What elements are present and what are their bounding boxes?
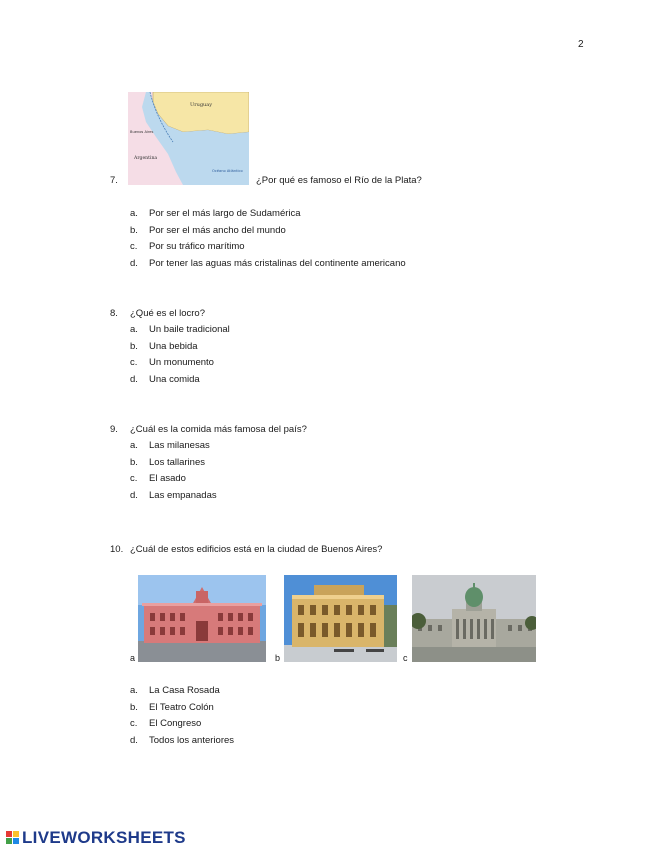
- option[interactable]: [130, 258, 406, 275]
- option[interactable]: [130, 357, 230, 374]
- question-10-options: [130, 685, 234, 751]
- option[interactable]: [130, 735, 234, 752]
- option-letter: d.: [130, 489, 138, 501]
- option-text: Las empanadas: [149, 489, 217, 501]
- option-letter: a.: [130, 440, 138, 451]
- option[interactable]: [130, 208, 406, 225]
- congreso-photo: [412, 575, 536, 662]
- map-label-ocean: Océano Atlántico: [212, 169, 243, 173]
- option-letter: b.: [130, 224, 138, 236]
- option-letter: c.: [130, 357, 138, 368]
- question-7-text: ¿Por qué es famoso el Río de la Plata?: [256, 175, 422, 186]
- option-letter: a.: [130, 208, 138, 219]
- option-text: Por ser el más largo de Sudamérica: [149, 208, 301, 219]
- option-text: Los tallarines: [149, 456, 205, 468]
- option-text: Por ser el más ancho del mundo: [149, 224, 286, 236]
- option-text: Una comida: [149, 373, 200, 385]
- question-8-number: 8.: [110, 308, 118, 319]
- option-letter: c.: [130, 241, 138, 252]
- photo-label-a: a: [130, 653, 136, 663]
- option-text: El asado: [149, 473, 186, 484]
- question-9-text: ¿Cuál es la comida más famosa del país?: [130, 424, 307, 435]
- option[interactable]: [130, 440, 217, 457]
- option-text: Por tener las aguas más cristalinas del continente americano: [149, 257, 406, 269]
- option[interactable]: [130, 374, 230, 391]
- question-8: [110, 308, 205, 319]
- option-letter: b.: [130, 701, 138, 713]
- question-7-options: [130, 208, 406, 274]
- casa-rosada-photo: [138, 575, 266, 662]
- option-text: Una bebida: [149, 340, 198, 352]
- option[interactable]: [130, 225, 406, 242]
- option[interactable]: [130, 718, 234, 735]
- option[interactable]: [130, 473, 217, 490]
- teatro-colon-photo: [284, 575, 397, 662]
- option-text: Un baile tradicional: [149, 324, 230, 335]
- option-letter: c.: [130, 718, 138, 729]
- option[interactable]: [130, 341, 230, 358]
- option[interactable]: [130, 490, 217, 507]
- option-letter: d.: [130, 257, 138, 269]
- map-label-uruguay: Uruguay: [190, 102, 213, 108]
- rio-de-la-plata-map: [128, 92, 249, 185]
- option[interactable]: [130, 702, 234, 719]
- option[interactable]: [130, 324, 230, 341]
- option-text: Por su tráfico marítimo: [149, 241, 245, 252]
- question-10: [110, 544, 382, 555]
- question-10-number: 10.: [110, 544, 124, 555]
- photo-label-c: c: [403, 653, 408, 663]
- question-8-text: ¿Qué es el locro?: [130, 308, 205, 319]
- option-text: Las milanesas: [149, 440, 210, 451]
- question-9-number: 9.: [110, 424, 118, 435]
- option-letter: a.: [130, 324, 138, 335]
- question-8-options: [130, 324, 230, 390]
- option-text: El Teatro Colón: [149, 701, 214, 713]
- question-7-number: 7.: [110, 175, 118, 186]
- option-text: La Casa Rosada: [149, 685, 220, 696]
- map-label-argentina: Argentina: [134, 156, 158, 161]
- logo-text: LIVEWORKSHEETS: [22, 828, 186, 847]
- option-letter: c.: [130, 473, 138, 484]
- map-label-buenos-aires: Buenos Aires: [130, 130, 154, 134]
- option[interactable]: [130, 685, 234, 702]
- liveworksheets-logo[interactable]: [6, 828, 186, 848]
- option[interactable]: [130, 457, 217, 474]
- option-letter: a.: [130, 685, 138, 696]
- photo-label-b: b: [275, 653, 281, 663]
- question-9-options: [130, 440, 217, 506]
- option-letter: d.: [130, 734, 138, 746]
- logo-blocks-icon: [6, 831, 20, 845]
- option-letter: b.: [130, 340, 138, 352]
- option-letter: d.: [130, 373, 138, 385]
- option-text: El Congreso: [149, 718, 202, 729]
- option[interactable]: [130, 241, 406, 258]
- option-text: Todos los anteriores: [149, 734, 235, 746]
- option-letter: b.: [130, 456, 138, 468]
- page-number: 2: [578, 39, 584, 50]
- question-10-text: ¿Cuál de estos edificios está en la ciudad de Buenos Aires?: [130, 544, 383, 555]
- question-9: [110, 424, 307, 435]
- option-text: Un monumento: [149, 357, 214, 368]
